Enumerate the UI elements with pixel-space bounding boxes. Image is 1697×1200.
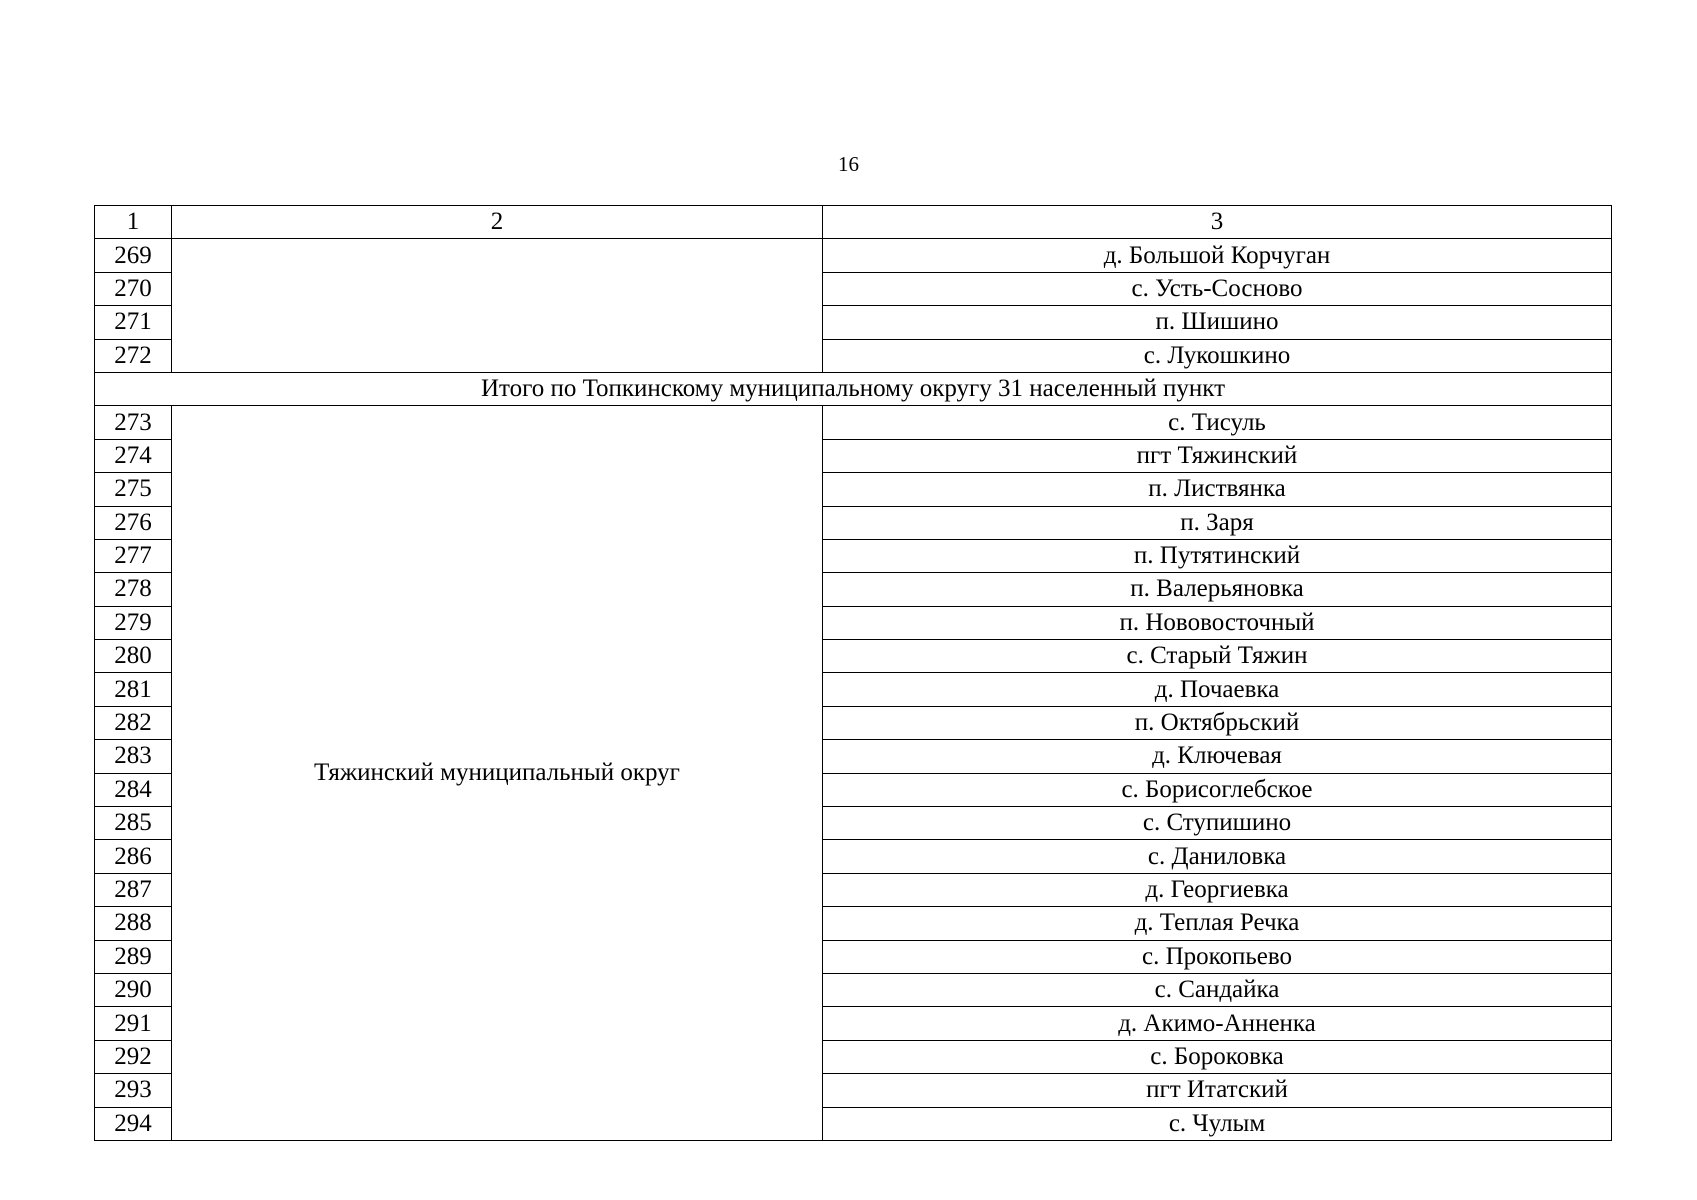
settlement-name: д. Георгиевка <box>823 873 1612 906</box>
row-number: 271 <box>95 306 172 339</box>
settlement-name: п. Листвянка <box>823 473 1612 506</box>
settlement-name: п. Заря <box>823 506 1612 539</box>
settlement-name: д. Большой Корчуган <box>823 239 1612 272</box>
settlement-name: с. Сандайка <box>823 973 1612 1006</box>
row-number: 270 <box>95 272 172 305</box>
settlement-name: д. Теплая Речка <box>823 907 1612 940</box>
row-number: 282 <box>95 706 172 739</box>
row-number: 285 <box>95 807 172 840</box>
row-number: 273 <box>95 406 172 439</box>
settlement-name: п. Шишино <box>823 306 1612 339</box>
table-row <box>95 239 1612 272</box>
district-cell-empty <box>172 239 823 373</box>
settlement-name: с. Ступишино <box>823 807 1612 840</box>
district-name: Тяжинский муниципальный округ <box>172 406 823 1141</box>
row-number: 275 <box>95 473 172 506</box>
settlement-name: п. Октябрьский <box>823 706 1612 739</box>
row-number: 291 <box>95 1007 172 1040</box>
row-number: 292 <box>95 1040 172 1073</box>
row-number: 288 <box>95 907 172 940</box>
row-number: 280 <box>95 640 172 673</box>
total-row <box>95 372 1612 405</box>
settlement-name: с. Борисоглебское <box>823 773 1612 806</box>
settlement-name: д. Ключевая <box>823 740 1612 773</box>
row-number: 293 <box>95 1074 172 1107</box>
row-number: 286 <box>95 840 172 873</box>
settlement-name: с. Тисуль <box>823 406 1612 439</box>
settlement-name: д. Акимо-Анненка <box>823 1007 1612 1040</box>
table-header-row <box>95 206 1612 239</box>
row-number: 283 <box>95 740 172 773</box>
settlement-name: с. Усть-Сосново <box>823 272 1612 305</box>
column-header-3: 3 <box>823 206 1612 239</box>
settlement-name: п. Валерьяновка <box>823 573 1612 606</box>
column-header-2: 2 <box>172 206 823 239</box>
row-number: 284 <box>95 773 172 806</box>
row-number: 289 <box>95 940 172 973</box>
settlement-name: п. Нововосточный <box>823 606 1612 639</box>
row-number: 294 <box>95 1107 172 1140</box>
row-number: 269 <box>95 239 172 272</box>
row-number: 272 <box>95 339 172 372</box>
settlement-name: с. Прокопьево <box>823 940 1612 973</box>
page-number: 16 <box>838 152 859 176</box>
row-number: 274 <box>95 439 172 472</box>
settlement-name: пгт Итатский <box>823 1074 1612 1107</box>
settlements-table <box>94 205 1612 1141</box>
row-number: 290 <box>95 973 172 1006</box>
settlement-name: с. Бороковка <box>823 1040 1612 1073</box>
column-header-1: 1 <box>95 206 172 239</box>
settlement-name: с. Даниловка <box>823 840 1612 873</box>
total-row-text: Итого по Топкинскому муниципальному округу 31 населенный пункт <box>95 372 1612 405</box>
settlement-name: п. Путятинский <box>823 539 1612 572</box>
settlement-name: д. Почаевка <box>823 673 1612 706</box>
row-number: 277 <box>95 539 172 572</box>
table-body <box>95 206 1612 1141</box>
table-row <box>95 406 1612 439</box>
settlement-name: с. Старый Тяжин <box>823 640 1612 673</box>
row-number: 276 <box>95 506 172 539</box>
row-number: 279 <box>95 606 172 639</box>
settlement-name: с. Чулым <box>823 1107 1612 1140</box>
settlement-name: пгт Тяжинский <box>823 439 1612 472</box>
row-number: 278 <box>95 573 172 606</box>
row-number: 287 <box>95 873 172 906</box>
settlement-name: с. Лукошкино <box>823 339 1612 372</box>
row-number: 281 <box>95 673 172 706</box>
